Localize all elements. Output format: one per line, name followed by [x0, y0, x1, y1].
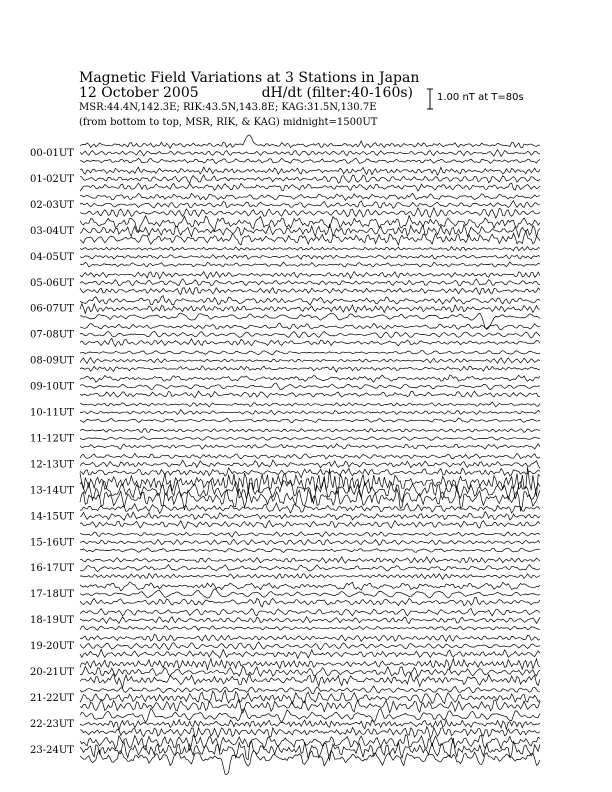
hour-label-05-06UT: 05-06UT: [30, 277, 74, 289]
trace-07-08UT-KAG: [80, 323, 540, 330]
trace-15-16UT-MSR: [80, 548, 540, 553]
trace-00-01UT-RIK: [80, 149, 540, 156]
hour-label-11-12UT: 11-12UT: [30, 433, 74, 445]
scale-label: 1.00 nT at T=80s: [437, 92, 524, 103]
trace-19-20UT-MSR: [80, 649, 540, 658]
trace-07-08UT-RIK: [80, 331, 540, 338]
hour-label-14-15UT: 14-15UT: [30, 511, 74, 523]
trace-03-04UT-MSR: [80, 231, 540, 245]
trace-00-01UT-MSR: [80, 158, 540, 164]
trace-04-05UT-KAG: [80, 247, 540, 251]
hour-label-04-05UT: 04-05UT: [30, 251, 74, 263]
date-label: 12 October 2005: [79, 85, 199, 101]
trace-17-18UT-KAG: [80, 582, 540, 591]
trace-18-19UT-MSR: [80, 626, 540, 630]
trace-15-16UT-RIK: [80, 539, 540, 545]
trace-16-17UT-MSR: [80, 573, 540, 579]
trace-15-16UT-KAG: [80, 532, 540, 537]
trace-21-22UT-MSR: [80, 700, 540, 713]
trace-18-19UT-RIK: [80, 617, 540, 624]
trace-06-07UT-KAG: [80, 296, 540, 305]
trace-20-21UT-MSR: [80, 673, 540, 688]
hour-label-20-21UT: 20-21UT: [30, 667, 74, 678]
trace-02-03UT-RIK: [80, 201, 540, 209]
trace-18-19UT-KAG: [80, 609, 540, 616]
title: Magnetic Field Variations at 3 Stations in Japan: [79, 70, 420, 86]
hour-label-19-20UT: 19-20UT: [30, 641, 74, 653]
trace-14-15UT-MSR: [80, 521, 540, 529]
trace-07-08UT-MSR: [80, 338, 540, 346]
hour-label-09-10UT: 09-10UT: [30, 381, 74, 393]
trace-03-04UT-RIK: [80, 225, 540, 238]
trace-02-03UT-KAG: [80, 193, 540, 200]
trace-00-01UT-KAG: [80, 135, 540, 148]
hour-label-12-13UT: 12-13UT: [30, 459, 74, 471]
trace-16-17UT-RIK: [80, 565, 540, 572]
trace-02-03UT-MSR: [80, 208, 540, 218]
hour-label-22-23UT: 22-23UT: [30, 718, 74, 730]
hour-label-15-16UT: 15-16UT: [30, 537, 74, 549]
trace-23-24UT-KAG: [80, 735, 540, 751]
trace-16-17UT-KAG: [80, 557, 540, 564]
trace-03-04UT-KAG: [80, 216, 540, 233]
trace-12-13UT-RIK: [80, 460, 540, 468]
trace-01-02UT-RIK: [80, 175, 540, 183]
hour-label-07-08UT: 07-08UT: [30, 329, 74, 341]
trace-09-10UT-MSR: [80, 391, 540, 398]
hour-label-18-19UT: 18-19UT: [30, 615, 74, 627]
hour-label-03-04UT: 03-04UT: [30, 225, 74, 237]
trace-11-12UT-MSR: [80, 444, 540, 450]
hour-label-02-03UT: 02-03UT: [30, 199, 74, 211]
hour-label-00-01UT: 00-01UT: [30, 148, 74, 159]
trace-05-06UT-KAG: [80, 272, 540, 279]
filter-label: dH/dt (filter:40-160s): [261, 85, 413, 101]
trace-05-06UT-MSR: [80, 288, 540, 295]
hour-label-17-18UT: 17-18UT: [30, 589, 74, 601]
hour-label-23-24UT: 23-24UT: [30, 744, 74, 756]
trace-14-15UT-RIK: [80, 512, 540, 521]
trace-22-23UT-RIK: [80, 720, 540, 731]
trace-13-14UT-RIK: [80, 474, 540, 504]
hour-label-16-17UT: 16-17UT: [30, 563, 74, 575]
trace-05-06UT-RIK: [80, 279, 540, 286]
trace-10-11UT-MSR: [80, 418, 540, 423]
trace-17-18UT-RIK: [80, 589, 540, 598]
trace-09-10UT-RIK: [80, 383, 540, 390]
trace-21-22UT-RIK: [80, 690, 540, 704]
trace-10-11UT-RIK: [80, 410, 540, 415]
trace-11-12UT-KAG: [80, 429, 540, 433]
trace-12-13UT-MSR: [80, 468, 540, 478]
trace-19-20UT-KAG: [80, 634, 540, 641]
trace-10-11UT-KAG: [80, 402, 540, 407]
hour-label-08-09UT: 08-09UT: [30, 355, 74, 367]
trace-08-09UT-MSR: [80, 366, 540, 372]
trace-09-10UT-KAG: [80, 375, 540, 382]
hour-label-06-07UT: 06-07UT: [30, 303, 74, 315]
stations-label: MSR:44.4N,142.3E; RIK:43.5N,143.8E; KAG:31.5N,130.7E: [79, 102, 377, 113]
trace-08-09UT-KAG: [80, 350, 540, 354]
trace-13-14UT-KAG: [80, 467, 540, 497]
trace-08-09UT-RIK: [80, 358, 540, 364]
order-label: (from bottom to top, MSR, RIK, & KAG) midnight=1500UT: [79, 117, 378, 128]
trace-01-02UT-MSR: [80, 183, 540, 191]
trace-04-05UT-RIK: [80, 255, 540, 260]
trace-01-02UT-KAG: [80, 167, 540, 175]
trace-11-12UT-RIK: [80, 437, 540, 441]
hour-label-21-22UT: 21-22UT: [30, 692, 74, 704]
hour-label-10-11UT: 10-11UT: [30, 407, 74, 419]
trace-12-13UT-KAG: [80, 453, 540, 458]
hour-label-01-02UT: 01-02UT: [30, 173, 74, 185]
trace-04-05UT-MSR: [80, 262, 540, 267]
trace-21-22UT-KAG: [80, 686, 540, 694]
hour-label-13-14UT: 13-14UT: [30, 485, 74, 497]
trace-17-18UT-MSR: [80, 597, 540, 607]
trace-19-20UT-RIK: [80, 642, 540, 650]
